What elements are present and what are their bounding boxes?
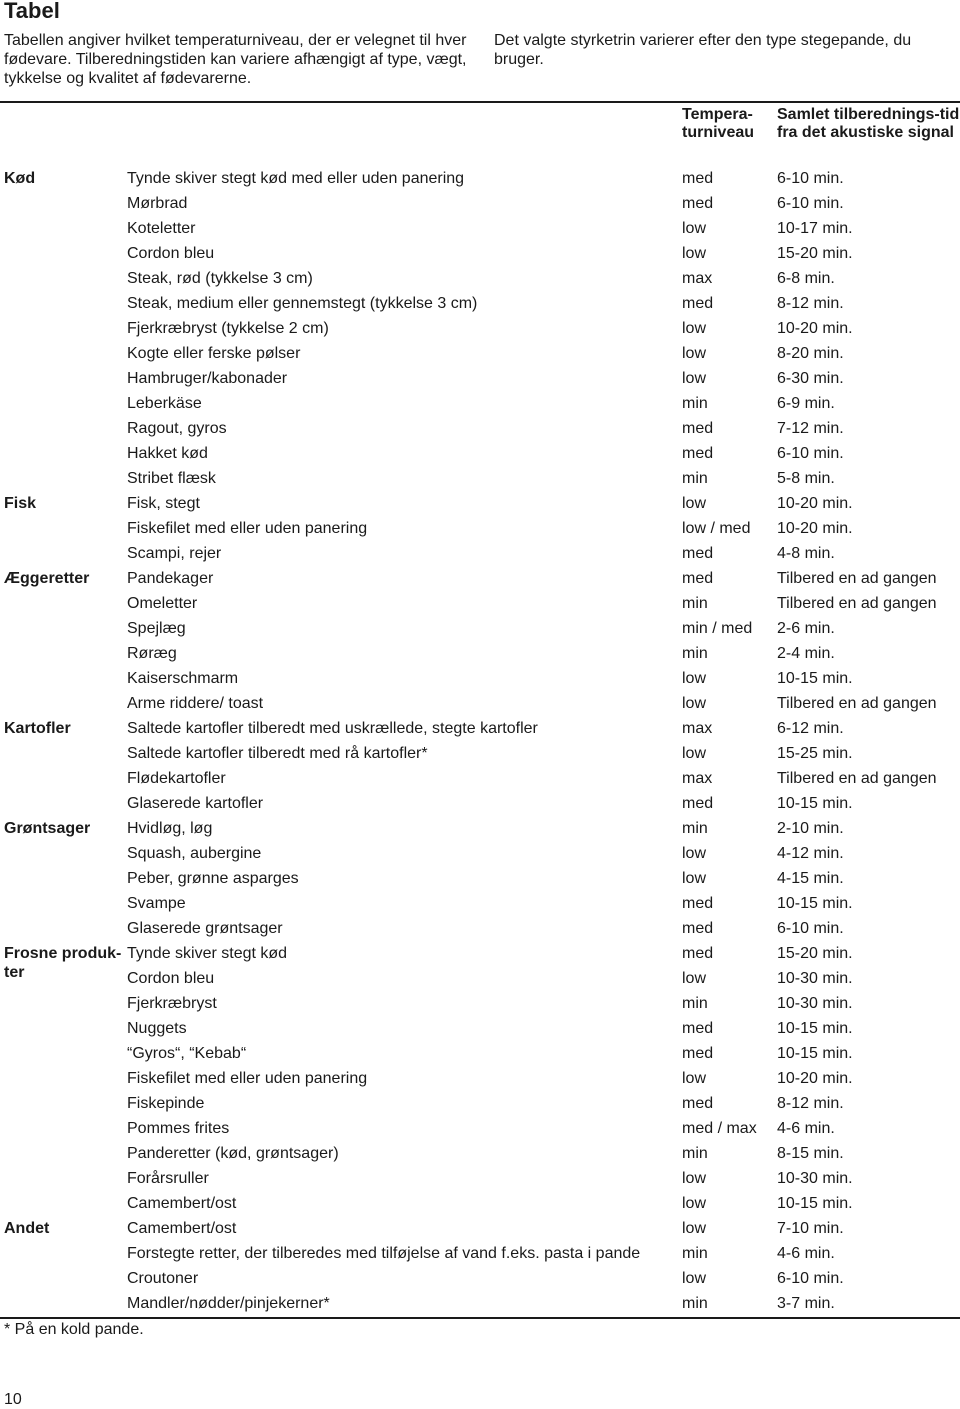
dish-cell: Forstegte retter, der tilberedes med tilføjelse af vand f.eks. pasta i pande	[127, 1245, 641, 1262]
table-row	[0, 241, 960, 266]
category-cell: Kød	[4, 170, 36, 187]
table-row	[0, 1116, 960, 1141]
table-row	[0, 541, 960, 566]
table-row	[0, 516, 960, 541]
table-row	[0, 666, 960, 691]
table-row	[0, 316, 960, 341]
time-cell: 8-20 min.	[777, 345, 844, 362]
level-cell: min	[682, 995, 708, 1012]
level-cell: low	[682, 970, 707, 987]
dish-cell: Glaserede kartofler	[127, 795, 264, 812]
level-cell: med	[682, 795, 714, 812]
time-cell: 10-30 min.	[777, 1170, 853, 1187]
category-cell: Frosne produk-ter	[4, 945, 122, 981]
intro-text-left: Tabellen angiver hvilket temperaturniveau, der er velegnet til hver fødevare. Tilberedningstiden kan variere afhængigt af type, vægt, tykkelse og kvalitet af fødevarerne.	[4, 32, 467, 87]
dish-cell: Koteletter	[127, 220, 196, 237]
dish-cell: Arme riddere/ toast	[127, 695, 264, 712]
time-cell: 10-15 min.	[777, 1020, 853, 1037]
table-row	[0, 641, 960, 666]
time-cell: 4-6 min.	[777, 1245, 835, 1262]
level-cell: low	[682, 845, 707, 862]
level-cell: med	[682, 195, 714, 212]
table-row	[0, 966, 960, 991]
table-row	[0, 741, 960, 766]
dish-cell: Fiskefilet med eller uden panering	[127, 520, 368, 537]
level-cell: low	[682, 745, 707, 762]
dish-cell: Røræg	[127, 645, 177, 662]
cooking-table	[0, 166, 960, 1316]
level-cell: low	[682, 1070, 707, 1087]
table-row	[0, 1241, 960, 1266]
level-cell: low / med	[682, 520, 751, 537]
dish-cell: Kaiserschmarm	[127, 670, 239, 687]
table-row	[0, 591, 960, 616]
dish-cell: Tynde skiver stegt kød	[127, 945, 288, 962]
dish-cell: Fjerkræbryst	[127, 995, 217, 1012]
time-cell: 8-12 min.	[777, 1095, 844, 1112]
time-cell: 6-9 min.	[777, 395, 835, 412]
table-row	[0, 566, 960, 591]
time-cell: 6-30 min.	[777, 370, 844, 387]
table-row	[0, 1066, 960, 1091]
table-row	[0, 916, 960, 941]
dish-cell: Squash, aubergine	[127, 845, 262, 862]
level-cell: med	[682, 295, 714, 312]
table-row	[0, 1091, 960, 1116]
level-cell: low	[682, 1220, 707, 1237]
level-cell: min	[682, 395, 708, 412]
time-cell: 15-20 min.	[777, 245, 853, 262]
level-cell: low	[682, 695, 707, 712]
time-cell: 4-6 min.	[777, 1120, 835, 1137]
table-row	[0, 166, 960, 191]
table-row	[0, 466, 960, 491]
time-cell: 10-20 min.	[777, 320, 853, 337]
level-cell: min	[682, 1295, 708, 1312]
time-cell: 6-8 min.	[777, 270, 835, 287]
time-cell: 6-10 min.	[777, 170, 844, 187]
table-row	[0, 816, 960, 841]
time-cell: 4-8 min.	[777, 545, 835, 562]
time-cell: 15-25 min.	[777, 745, 853, 762]
dish-cell: Mandler/nødder/pinjekerner*	[127, 1295, 330, 1312]
dish-cell: Steak, medium eller gennemstegt (tykkelse 3 cm)	[127, 295, 478, 312]
time-cell: 2-10 min.	[777, 820, 844, 837]
level-cell: low	[682, 670, 707, 687]
category-cell: Æggeretter	[4, 570, 90, 587]
level-cell: med	[682, 420, 714, 437]
level-cell: med	[682, 895, 714, 912]
level-cell: min	[682, 1245, 708, 1262]
dish-cell: Nuggets	[127, 1020, 187, 1037]
time-cell: 10-15 min.	[777, 795, 853, 812]
time-cell: 7-10 min.	[777, 1220, 844, 1237]
time-cell: 10-30 min.	[777, 970, 853, 987]
time-cell: 10-20 min.	[777, 495, 853, 512]
table-row	[0, 616, 960, 641]
table-row	[0, 1216, 960, 1241]
dish-cell: Mørbrad	[127, 195, 188, 212]
level-cell: low	[682, 870, 707, 887]
table-row	[0, 341, 960, 366]
level-cell: min	[682, 820, 708, 837]
dish-cell: Steak, rød (tykkelse 3 cm)	[127, 270, 313, 287]
table-top-rule	[0, 101, 960, 103]
time-cell: 10-30 min.	[777, 995, 853, 1012]
dish-cell: Cordon bleu	[127, 970, 215, 987]
dish-cell: Fjerkræbryst (tykkelse 2 cm)	[127, 320, 329, 337]
level-cell: min	[682, 470, 708, 487]
table-row	[0, 691, 960, 716]
time-cell: 7-12 min.	[777, 420, 844, 437]
table-row	[0, 291, 960, 316]
dish-cell: Fisk, stegt	[127, 495, 200, 512]
time-cell: Tilbered en ad gangen	[777, 595, 937, 612]
time-cell: 2-4 min.	[777, 645, 835, 662]
level-cell: low	[682, 370, 707, 387]
dish-cell: Leberkäse	[127, 395, 202, 412]
table-row	[0, 841, 960, 866]
time-cell: Tilbered en ad gangen	[777, 695, 937, 712]
level-cell: low	[682, 1195, 707, 1212]
level-cell: med	[682, 170, 714, 187]
column-header-time: Samlet tilberednings-tid fra det akustiske signal	[777, 106, 960, 141]
dish-cell: Saltede kartofler tilberedt med rå kartofler*	[127, 745, 428, 762]
time-cell: 10-15 min.	[777, 1045, 853, 1062]
time-cell: 6-10 min.	[777, 195, 844, 212]
table-row	[0, 416, 960, 441]
time-cell: 3-7 min.	[777, 1295, 835, 1312]
level-cell: min	[682, 1145, 708, 1162]
time-cell: Tilbered en ad gangen	[777, 570, 937, 587]
table-bottom-rule	[0, 1317, 960, 1319]
category-cell: Grøntsager	[4, 820, 91, 837]
dish-cell: Forårsruller	[127, 1170, 209, 1187]
time-cell: 8-15 min.	[777, 1145, 844, 1162]
time-cell: 10-15 min.	[777, 670, 853, 687]
category-cell: Andet	[4, 1220, 50, 1237]
level-cell: min	[682, 595, 708, 612]
level-cell: med	[682, 1020, 714, 1037]
table-row	[0, 716, 960, 741]
level-cell: max	[682, 720, 713, 737]
level-cell: med	[682, 920, 714, 937]
dish-cell: Ragout, gyros	[127, 420, 227, 437]
table-row	[0, 1166, 960, 1191]
time-cell: 2-6 min.	[777, 620, 835, 637]
level-cell: med	[682, 1045, 714, 1062]
table-row	[0, 1291, 960, 1316]
dish-cell: Kogte eller ferske pølser	[127, 345, 301, 362]
level-cell: low	[682, 1270, 707, 1287]
table-row	[0, 1016, 960, 1041]
level-cell: max	[682, 770, 713, 787]
dish-cell: Fiskefilet med eller uden panering	[127, 1070, 368, 1087]
time-cell: 4-15 min.	[777, 870, 844, 887]
level-cell: med / max	[682, 1120, 757, 1137]
time-cell: 6-10 min.	[777, 920, 844, 937]
dish-cell: Hakket kød	[127, 445, 208, 462]
table-row	[0, 1041, 960, 1066]
time-cell: 8-12 min.	[777, 295, 844, 312]
level-cell: low	[682, 245, 707, 262]
dish-cell: “Gyros“, “Kebab“	[127, 1045, 247, 1062]
time-cell: 15-20 min.	[777, 945, 853, 962]
table-row	[0, 366, 960, 391]
time-cell: 10-20 min.	[777, 1070, 853, 1087]
page-number: 10	[4, 1391, 22, 1408]
level-cell: med	[682, 445, 714, 462]
table-row	[0, 441, 960, 466]
time-cell: 4-12 min.	[777, 845, 844, 862]
dish-cell: Croutoner	[127, 1270, 199, 1287]
table-row	[0, 1141, 960, 1166]
table-row	[0, 216, 960, 241]
dish-cell: Panderetter (kød, grøntsager)	[127, 1145, 339, 1162]
dish-cell: Omeletter	[127, 595, 198, 612]
table-row	[0, 1191, 960, 1216]
table-row	[0, 791, 960, 816]
level-cell: low	[682, 220, 707, 237]
time-cell: Tilbered en ad gangen	[777, 770, 937, 787]
level-cell: max	[682, 270, 713, 287]
table-row	[0, 391, 960, 416]
dish-cell: Hvidløg, løg	[127, 820, 213, 837]
level-cell: med	[682, 545, 714, 562]
dish-cell: Pommes frites	[127, 1120, 230, 1137]
level-cell: low	[682, 495, 707, 512]
table-row	[0, 1266, 960, 1291]
table-row	[0, 766, 960, 791]
level-cell: low	[682, 345, 707, 362]
dish-cell: Scampi, rejer	[127, 545, 222, 562]
category-cell: Fisk	[4, 495, 37, 512]
dish-cell: Glaserede grøntsager	[127, 920, 283, 937]
dish-cell: Camembert/ost	[127, 1220, 237, 1237]
time-cell: 10-15 min.	[777, 895, 853, 912]
table-row	[0, 991, 960, 1016]
dish-cell: Tynde skiver stegt kød med eller uden panering	[127, 170, 465, 187]
dish-cell: Fiskepinde	[127, 1095, 205, 1112]
time-cell: 6-10 min.	[777, 1270, 844, 1287]
time-cell: 10-15 min.	[777, 1195, 853, 1212]
dish-cell: Spejlæg	[127, 620, 186, 637]
dish-cell: Cordon bleu	[127, 245, 215, 262]
level-cell: min	[682, 645, 708, 662]
time-cell: 5-8 min.	[777, 470, 835, 487]
dish-cell: Flødekartofler	[127, 770, 226, 787]
dish-cell: Saltede kartofler tilberedt med uskrællede, stegte kartofler	[127, 720, 538, 737]
table-row	[0, 891, 960, 916]
column-header-temperature: Tempera-turniveau	[682, 106, 755, 141]
time-cell: 6-12 min.	[777, 720, 844, 737]
level-cell: low	[682, 320, 707, 337]
dish-cell: Pandekager	[127, 570, 214, 587]
time-cell: 10-20 min.	[777, 520, 853, 537]
level-cell: med	[682, 945, 714, 962]
level-cell: med	[682, 1095, 714, 1112]
table-row	[0, 266, 960, 291]
time-cell: 10-17 min.	[777, 220, 853, 237]
dish-cell: Camembert/ost	[127, 1195, 237, 1212]
dish-cell: Svampe	[127, 895, 186, 912]
table-row	[0, 191, 960, 216]
footnote: * På en kold pande.	[4, 1321, 144, 1338]
table-row	[0, 866, 960, 891]
category-cell: Kartofler	[4, 720, 71, 737]
time-cell: 6-10 min.	[777, 445, 844, 462]
intro-text-right: Det valgte styrketrin varierer efter den type stegepande, du bruger.	[494, 32, 912, 68]
table-row	[0, 491, 960, 516]
level-cell: med	[682, 570, 714, 587]
page-title: Tabel	[4, 0, 60, 23]
dish-cell: Peber, grønne asparges	[127, 870, 299, 887]
level-cell: min / med	[682, 620, 753, 637]
dish-cell: Stribet flæsk	[127, 470, 216, 487]
dish-cell: Hambruger/kabonader	[127, 370, 288, 387]
level-cell: low	[682, 1170, 707, 1187]
